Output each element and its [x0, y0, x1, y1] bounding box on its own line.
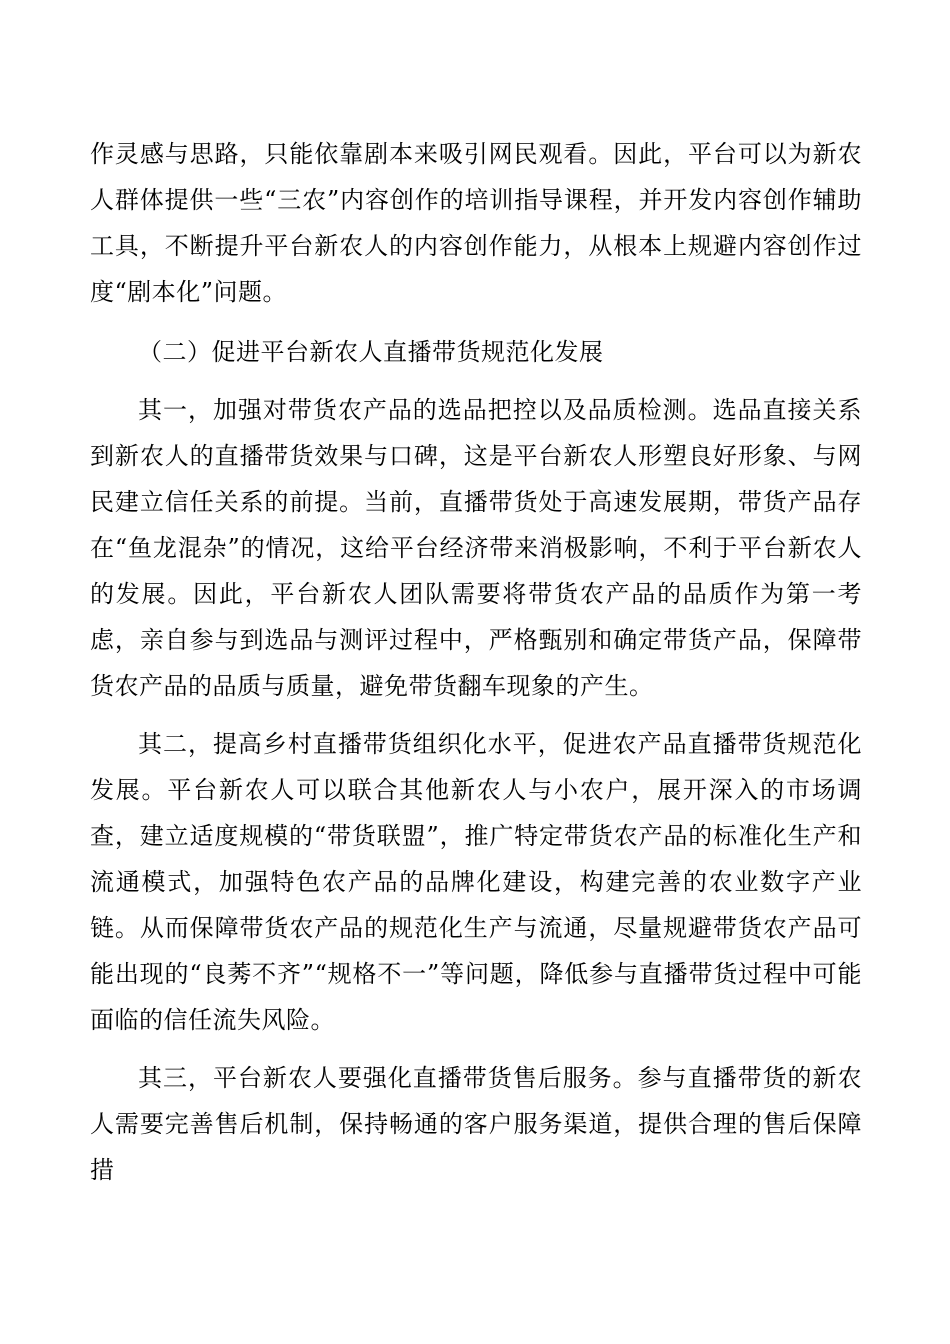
paragraph-first-point: 其一，加强对带货农产品的选品把控以及品质检测。选品直接关系到新农人的直播带货效果与口碑，这是平台新农人形塑良好形象、与网民建立信任关系的前提。当前，直播带货处于高速发展期，带货产品存在“鱼龙混杂”的情况，这给平台经济带来消极影响，不利于平台新农人的发展。因此，平台新农人团队需要将带货农产品的品质作为第一考虑，亲自参与到选品与测评过程中，严格甄别和确定带货产品，保障带货农产品的品质与质量，避免带货翻车现象的产生。: [90, 396, 862, 700]
paragraph-third-point: 其三，平台新农人要强化直播带货售后服务。参与直播带货的新农人需要完善售后机制，保持畅通的客户服务渠道，提供合理的售后保障措: [90, 1064, 862, 1184]
paragraph-continuation: 作灵感与思路，只能依靠剧本来吸引网民观看。因此，平台可以为新农人群体提供一些“三农”内容创作的培训指导课程，并开发内容创作辅助工具，不断提升平台新农人的内容创作能力，从根本上规避内容创作过度“剧本化”问题。: [90, 140, 862, 306]
document-page: [90, 131, 862, 1193]
paragraph-second-point: 其二，提高乡村直播带货组织化水平，促进农产品直播带货规范化发展。平台新农人可以联合其他新农人与小农户，展开深入的市场调查，建立适度规模的“带货联盟”，推广特定带货农产品的标准化生产和流通模式，加强特色农产品的品牌化建设，构建完善的农业数字产业链。从而保障带货农产品的规范化生产与流通，尽量规避带货农产品可能出现的“良莠不齐”“规格不一”等问题，降低参与直播带货过程中可能面临的信任流失风险。: [90, 730, 862, 1034]
section-heading: （二）促进平台新农人直播带货规范化发展: [138, 338, 604, 366]
